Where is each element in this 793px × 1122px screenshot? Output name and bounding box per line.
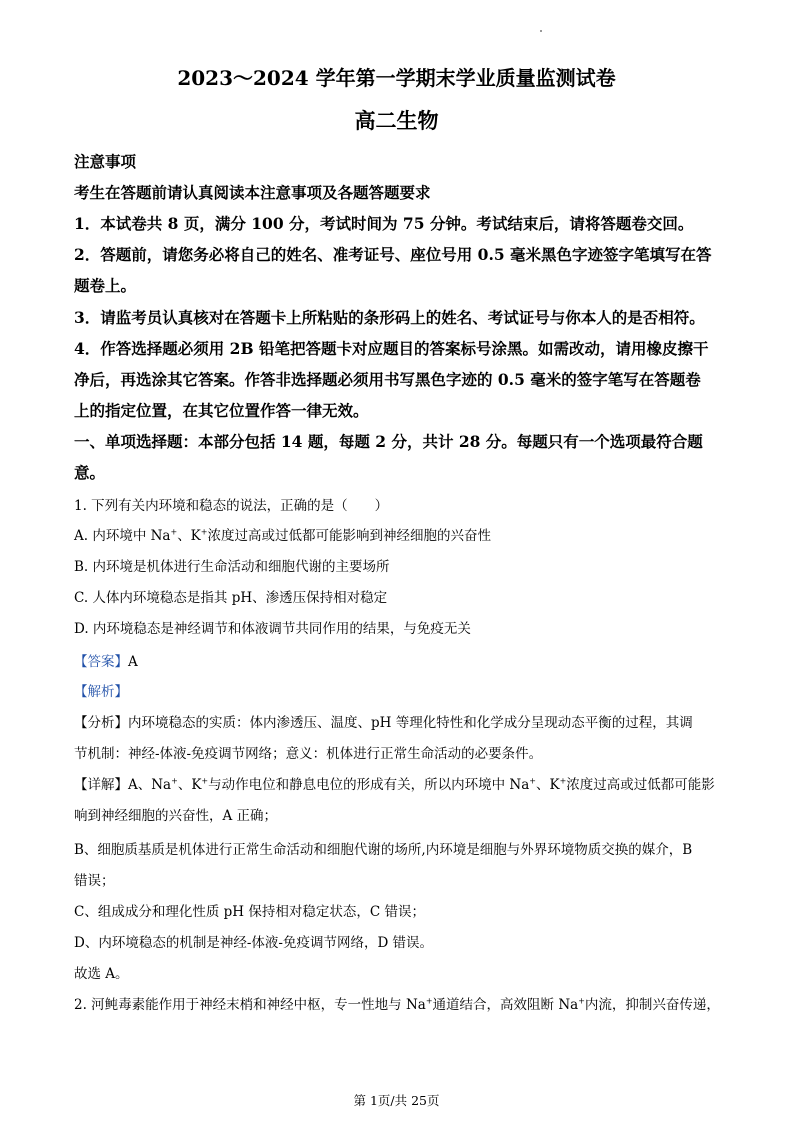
page-footer: 第 1页/共 25页 (353, 1093, 440, 1108)
section-heading-line2: 意。 (74, 463, 106, 482)
notes-item-4-line2: 净后，再选涂其它答案。作答非选择题必须用书写黑色字迹的 0.5 毫米的签字笔写在答题卷 (74, 370, 701, 389)
notes-item-4-line3: 上的指定位置，在其它位置作答一律无效。 (74, 401, 369, 420)
answer-value: A (128, 654, 138, 670)
question-1-stem: 1. 下列有关内环境和稳态的说法，正确的是（ ） (74, 498, 389, 514)
fenxi-line1: 【分析】内环境稳态的实质：体内渗透压、温度、pH 等理化特性和化学成分呈现动态平衡的过程，其调 (74, 715, 693, 731)
notes-item-4-line1: 4．作答选择题必须用 2B 铅笔把答题卡对应题目的答案标号涂黑。如需改动，请用橡皮擦干 (74, 339, 709, 358)
fenxi-line2: 节机制：神经-体液-免疫调节网络；意义：机体进行正常生命活动的必要条件。 (74, 746, 543, 762)
notes-item-3: 3．请监考员认真核对在答题卡上所粘贴的条形码上的姓名、考试证号与你本人的是否相符。 (74, 308, 705, 327)
xiangjie-c: C、组成成分和理化性质 pH 保持相对稳定状态，C 错误； (74, 904, 425, 920)
answer-line (74, 650, 138, 670)
question-1-option-a: A. 内环境中 Na+、K+浓度过高或过低都可能影响到神经细胞的兴奋性 (74, 527, 491, 544)
section-heading-line1: 一、单项选择题：本部分包括 14 题，每题 2 分，共计 28 分。每题只有一个选项最符合题 (74, 432, 703, 451)
xiangjie-b-line2: 错误； (74, 873, 115, 889)
scan-dot (540, 30, 542, 32)
notes-item-2-line1: 2．答题前，请您务必将自己的姓名、准考证号、座位号用 0.5 毫米黑色字迹签字笔填写在答 (74, 245, 712, 264)
notes-intro: 考生在答题前请认真阅读本注意事项及各题答题要求 (74, 183, 431, 202)
question-1-option-d: D. 内环境稳态是神经调节和体液调节共同作用的结果，与免疫无关 (74, 621, 471, 637)
xiangjie-line1: 【详解】A、Na+、K+与动作电位和静息电位的形成有关，所以内环境中 Na+、K+浓度过高或过低都可能影 (74, 776, 715, 793)
analysis-tag: 【解析】 (74, 684, 128, 700)
question-1-option-b: B. 内环境是机体进行生命活动和细胞代谢的主要场所 (74, 559, 390, 575)
answer-tag: 【答案】 (74, 654, 128, 670)
notes-item-2-line2: 题卷上。 (74, 276, 137, 295)
question-1-option-c: C. 人体内环境稳态是指其 pH、渗透压保持相对稳定 (74, 590, 388, 606)
xiangjie-line2: 响到神经细胞的兴奋性，A 正确； (74, 808, 278, 824)
exam-title: 2023～2024 学年第一学期末学业质量监测试卷 (177, 66, 616, 90)
notes-item-1: 1．本试卷共 8 页，满分 100 分，考试时间为 75 分钟。考试结束后，请将答题卷交回。 (74, 214, 694, 233)
exam-subject: 高二生物 (354, 108, 439, 133)
xiangjie-d: D、内环境稳态的机制是神经-体液-免疫调节网络，D 错误。 (74, 935, 434, 951)
conclusion: 故选 A。 (74, 966, 129, 982)
question-2-stem: 2. 河鲀毒素能作用于神经末梢和神经中枢，专一性地与 Na+通道结合，高效阻断 Na+内流，抑制兴奋传递， (74, 996, 720, 1013)
notes-heading: 注意事项 (74, 152, 137, 171)
xiangjie-b-line1: B、细胞质基质是机体进行正常生命活动和细胞代谢的场所,内环境是细胞与外界环境物质交换的媒介，B (74, 842, 693, 858)
